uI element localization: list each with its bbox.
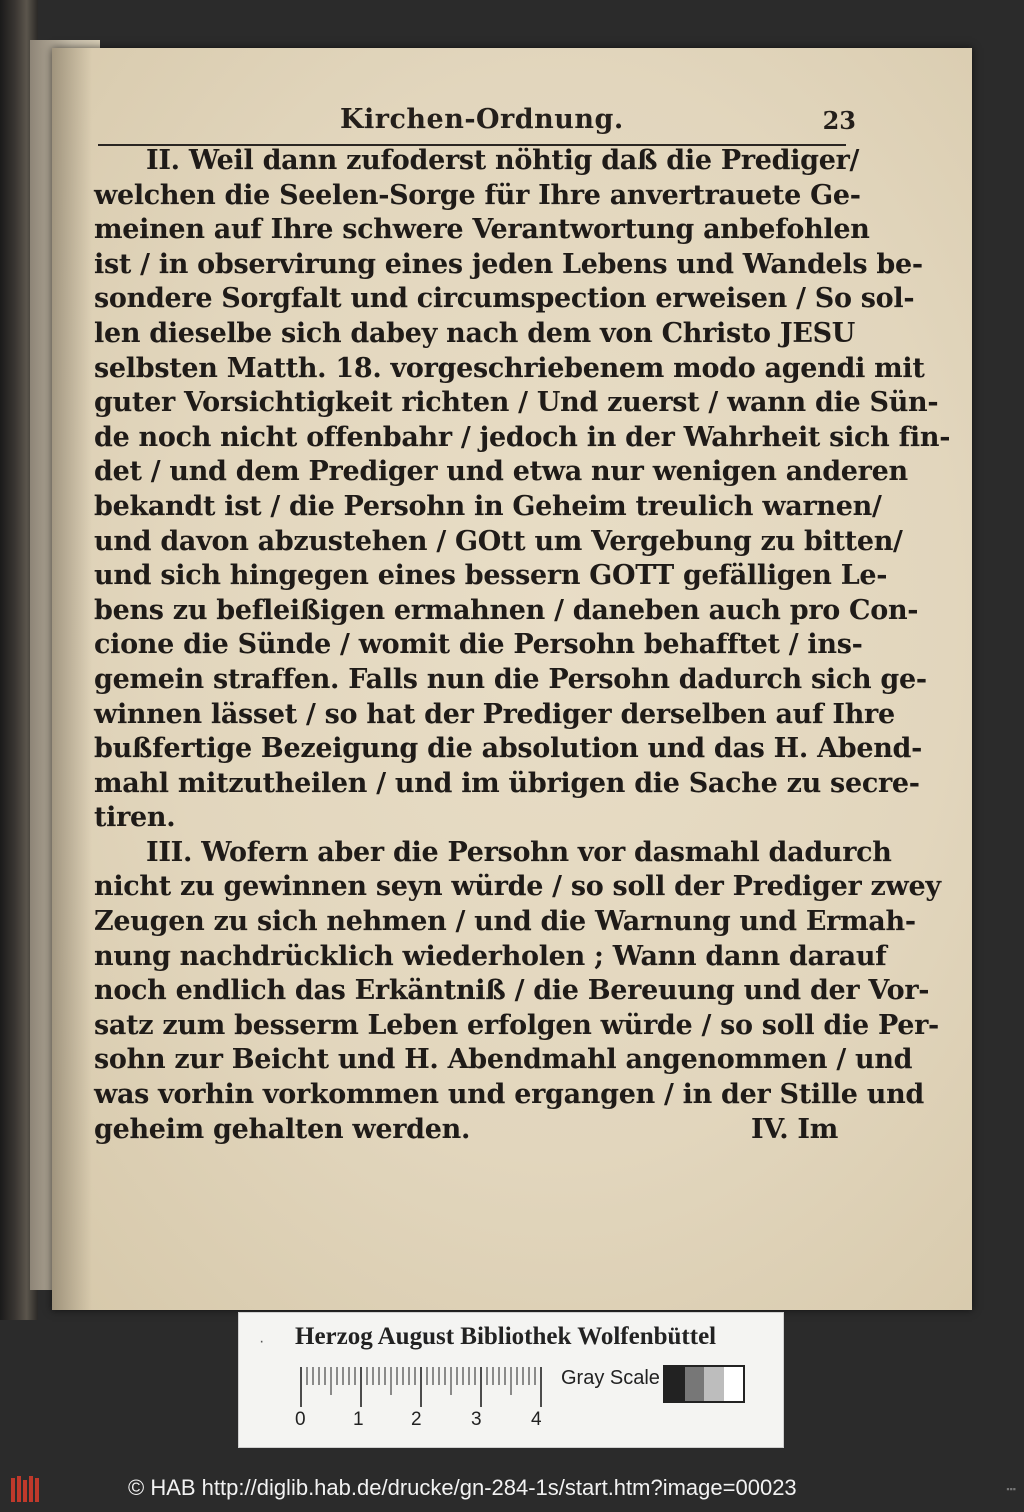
text-line: gemein straffen. Falls nun die Persohn dadurch sich ge- — [94, 663, 927, 695]
gray-swatch — [665, 1367, 685, 1401]
text-line: det / und dem Prediger und etwa nur wenigen anderen — [94, 456, 908, 488]
text-line: satz zum besserm Leben erfolgen würde / so soll die Per- — [94, 1009, 939, 1041]
text-line: sondere Sorgfalt und circumspection erweisen / So sol- — [94, 283, 915, 315]
hab-logo-icon — [10, 1474, 44, 1504]
text-line: II. Weil dann zufoderst nöhtig daß die Prediger/ — [146, 145, 860, 176]
ruler-label: 4 — [531, 1409, 542, 1430]
text-line: guter Vorsichtigkeit richten / Und zuerst / wann die Sün- — [94, 387, 939, 419]
measurement-ruler — [299, 1365, 549, 1409]
text-line: nung nachdrücklich wiederholen ; Wann dann darauf — [94, 940, 887, 972]
text-line: bekandt ist / die Persohn in Geheim treulich warnen/ — [94, 490, 882, 522]
running-title: Kirchen-Ordnung. — [340, 104, 624, 135]
text-line: und davon abzustehen / GOtt um Vergebung zu bitten/ — [94, 525, 903, 557]
text-line: bußfertige Bezeigung die absolution und das H. Abend- — [94, 733, 923, 765]
text-line: und sich hingegen eines bessern GOTT gefälligen Le- — [94, 560, 888, 592]
text-line: was vorhin vorkommen und ergangen / in der Stille und — [94, 1079, 924, 1111]
color-reference-card — [238, 1312, 784, 1448]
body-text — [94, 144, 951, 1147]
text-line: selbsten Matth. 18. vorgeschriebenem modo agendi mit — [94, 352, 925, 384]
text-line: nicht zu gewinnen seyn würde / so soll der Prediger zwey — [94, 871, 941, 903]
gray-scale-swatches — [663, 1365, 745, 1403]
ruler-label: 2 — [411, 1409, 422, 1430]
final-line — [94, 1113, 846, 1148]
final-line-text: geheim gehalten werden. — [94, 1113, 471, 1145]
text-line: meinen auf Ihre schwere Verantwortung anbefohlen — [94, 214, 870, 246]
gray-swatch — [685, 1367, 705, 1401]
page-gutter-shadow — [52, 48, 92, 1310]
ruler-label: 1 — [353, 1409, 364, 1430]
text-line: welchen die Seelen-Sorge für Ihre anvertrauete Ge- — [94, 179, 861, 211]
text-line: de noch nicht offenbahr / jedoch in der Wahrheit sich fin- — [94, 421, 951, 453]
ruler-label: 3 — [471, 1409, 482, 1430]
catchword: IV. Im — [750, 1113, 838, 1145]
text-line: III. Wofern aber die Persohn vor dasmahl dadurch — [146, 836, 892, 868]
card-dot: · — [259, 1333, 265, 1350]
text-line: bens zu befleißigen ermahnen / daneben auch pro Con- — [94, 594, 919, 626]
viewer-controls-icon[interactable]: ▪▪▪ — [1006, 1484, 1016, 1494]
copyright-text: © HAB http://diglib.hab.de/drucke/gn-284-1s/start.htm?image=00023 — [128, 1475, 797, 1500]
text-line: winnen lässet / so hat der Prediger derselben auf Ihre — [94, 698, 895, 730]
library-name: Herzog August Bibliothek Wolfenbüttel — [295, 1323, 717, 1350]
ruler-label: 0 — [295, 1409, 306, 1430]
text-line: tiren. — [94, 802, 176, 834]
text-line: cione die Sünde / womit die Persohn behafftet / ins- — [94, 629, 863, 661]
text-line: len dieselbe sich dabey nach dem von Christo JESU — [94, 317, 856, 349]
text-line: sohn zur Beicht und H. Abendmahl angenommen / und — [94, 1044, 913, 1076]
gray-scale-label: Gray Scale — [561, 1367, 660, 1389]
text-line: mahl mitzutheilen / und im übrigen die Sache zu secre- — [94, 767, 920, 799]
gray-swatch — [704, 1367, 724, 1401]
text-line: noch endlich das Erkäntniß / die Bereuung und der Vor- — [94, 975, 930, 1007]
text-line: ist / in observirung eines jeden Lebens und Wandels be- — [94, 248, 923, 280]
gray-swatch — [724, 1367, 744, 1401]
text-line: Zeugen zu sich nehmen / und die Warnung und Ermah- — [94, 906, 916, 938]
running-head — [98, 104, 856, 146]
ruler-labels — [291, 1409, 571, 1433]
copyright-bar — [0, 1466, 1024, 1512]
page-number: 23 — [822, 106, 856, 135]
